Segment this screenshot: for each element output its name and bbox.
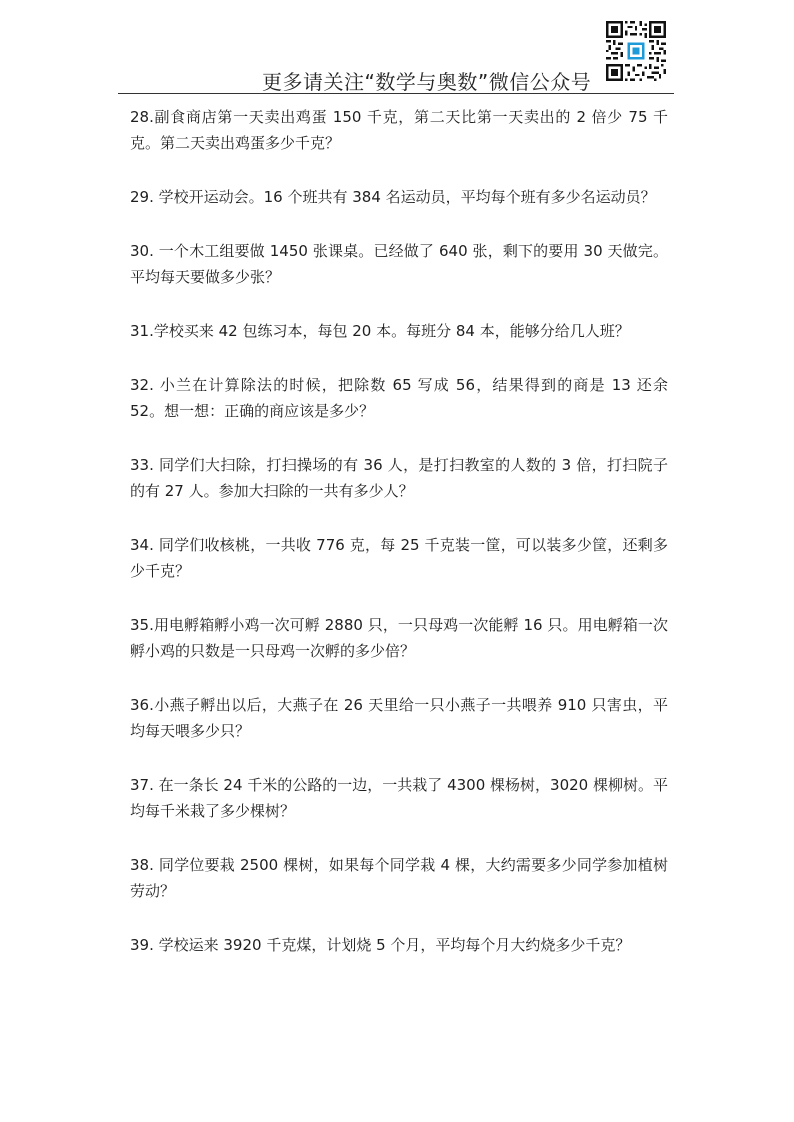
problem-32: 32. 小兰在计算除法的时候，把除数 65 写成 56，结果得到的商是 13 还余 52。想一想：正确的商应该是多少？ (130, 376, 668, 420)
problem-30: 30. 一个木工组要做 1450 张课桌。已经做了 640 张，剩下的要用 30 天做完。平均每天要做多少张？ (130, 242, 668, 286)
problem-35: 35.用电孵箱孵小鸡一次可孵 2880 只，一只母鸡一次能孵 16 只。用电孵箱一次孵小鸡的只数是一只母鸡一次孵的多少倍？ (130, 616, 668, 660)
problem-list (130, 104, 668, 986)
qr-code-icon (606, 21, 666, 81)
problem-33: 33. 同学们大扫除，打扫操场的有 36 人，是打扫教室的人数的 3 倍，打扫院子的有 27 人。参加大扫除的一共有多少人？ (130, 456, 668, 500)
problem-28: 28.副食商店第一天卖出鸡蛋 150 千克，第二天比第一天卖出的 2 倍少 75 千克。第二天卖出鸡蛋多少千克？ (130, 108, 668, 152)
header-title: 更多请关注“数学与奥数”微信公众号 (262, 70, 592, 94)
problem-31: 31.学校买来 42 包练习本，每包 20 本。每班分 84 本，能够分给几人班？ (130, 322, 630, 340)
problem-34: 34. 同学们收核桃，一共收 776 克，每 25 千克装一筐，可以装多少筐，还剩多少千克？ (130, 536, 668, 580)
problem-39: 39. 学校运来 3920 千克煤，计划烧 5 个月，平均每个月大约烧多少千克？ (130, 936, 631, 954)
page-header (0, 0, 794, 100)
problem-37: 37. 在一条长 24 千米的公路的一边，一共栽了 4300 棵杨树，3020 棵柳树。平均每千米栽了多少棵树？ (130, 776, 668, 820)
header-divider (118, 93, 674, 94)
problem-38: 38. 同学位要栽 2500 棵树，如果每个同学栽 4 棵，大约需要多少同学参加植树劳动？ (130, 856, 668, 900)
problem-29: 29. 学校开运动会。16 个班共有 384 名运动员，平均每个班有多少名运动员？ (130, 188, 656, 206)
problem-36: 36.小燕子孵出以后，大燕子在 26 天里给一只小燕子一共喂养 910 只害虫，平均每天喂多少只？ (130, 696, 668, 740)
